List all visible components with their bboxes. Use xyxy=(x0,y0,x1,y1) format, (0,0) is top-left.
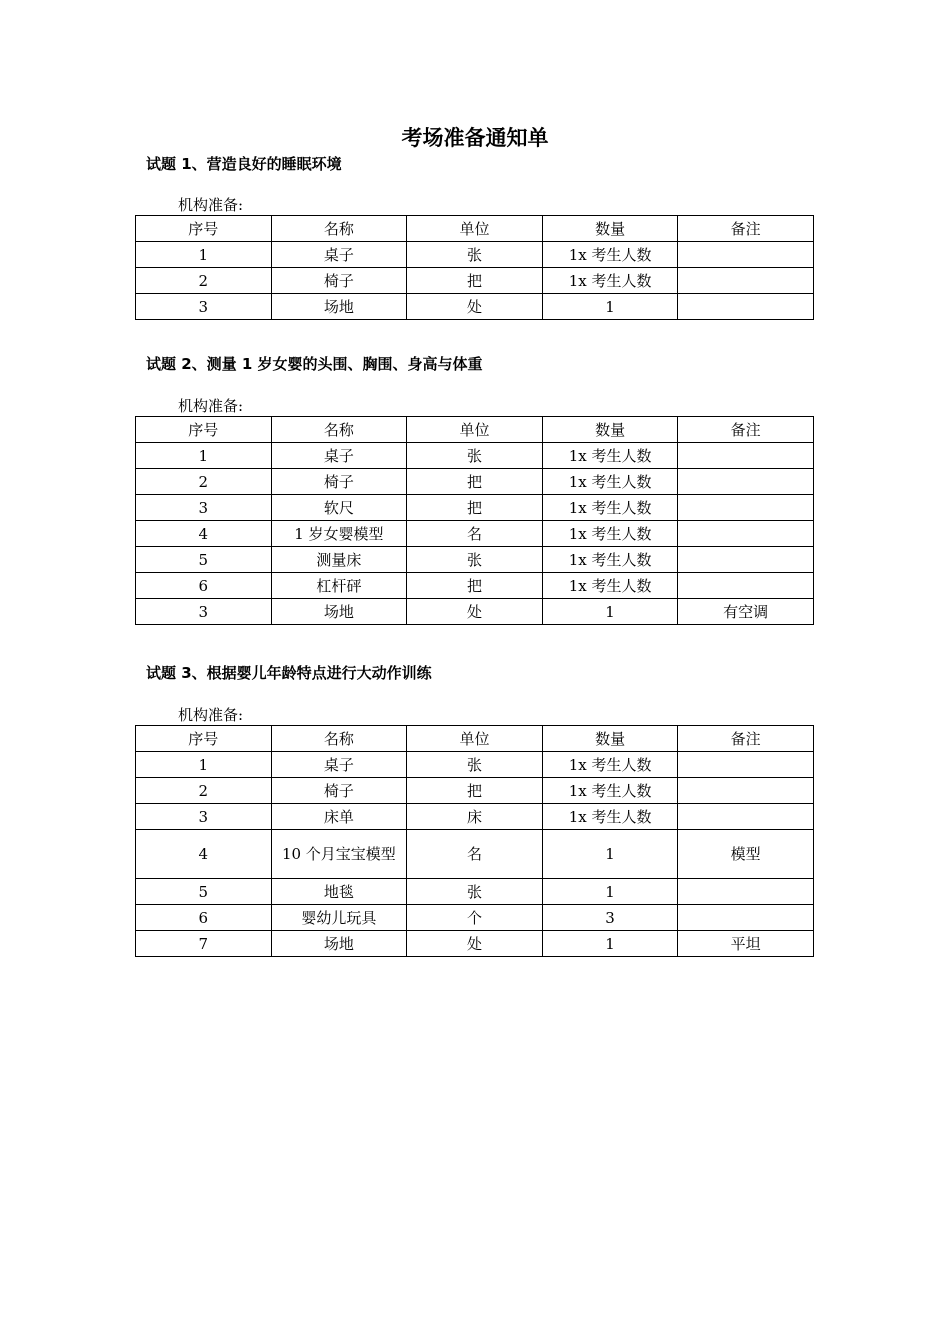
table-cell xyxy=(678,573,814,599)
table-cell: 张 xyxy=(407,752,543,778)
table-cell xyxy=(678,804,814,830)
table-cell: 把 xyxy=(407,469,543,495)
table-cell: 测量床 xyxy=(271,547,407,573)
table-cell: 3 xyxy=(136,495,272,521)
table-cell: 2 xyxy=(136,469,272,495)
table-cell: 5 xyxy=(136,547,272,573)
column-header: 序号 xyxy=(136,726,272,752)
table-cell: 张 xyxy=(407,443,543,469)
column-header: 名称 xyxy=(271,417,407,443)
table-cell: 椅子 xyxy=(271,268,407,294)
table-cell: 1 xyxy=(542,599,678,625)
table-row xyxy=(136,242,814,268)
table-cell: 3 xyxy=(542,905,678,931)
section-1-prep-label: 机构准备: xyxy=(178,196,244,214)
table-cell: 把 xyxy=(407,495,543,521)
table-row xyxy=(136,547,814,573)
table-cell: 1x 考生人数 xyxy=(542,242,678,268)
table-cell: 5 xyxy=(136,879,272,905)
table-row xyxy=(136,294,814,320)
table-cell: 2 xyxy=(136,778,272,804)
table-cell: 1 xyxy=(542,830,678,879)
table-cell: 1x 考生人数 xyxy=(542,268,678,294)
table-cell xyxy=(678,547,814,573)
table-cell: 3 xyxy=(136,294,272,320)
table-row xyxy=(136,495,814,521)
section-2-table xyxy=(135,416,814,625)
table-cell xyxy=(678,268,814,294)
page-title: 考场准备通知单 xyxy=(401,126,549,150)
table-cell: 3 xyxy=(136,599,272,625)
table-cell: 场地 xyxy=(271,599,407,625)
table-cell: 椅子 xyxy=(271,469,407,495)
table-cell xyxy=(678,294,814,320)
table-cell: 把 xyxy=(407,573,543,599)
table-cell xyxy=(678,521,814,547)
section-1-table xyxy=(135,215,814,320)
table-cell: 1x 考生人数 xyxy=(542,521,678,547)
table-cell: 1 xyxy=(136,443,272,469)
table-row xyxy=(136,573,814,599)
table-cell xyxy=(678,905,814,931)
table-cell: 7 xyxy=(136,931,272,957)
table-row xyxy=(136,931,814,957)
table-cell: 床单 xyxy=(271,804,407,830)
section-3-heading: 试题 3、根据婴儿年龄特点进行大动作训练 xyxy=(146,664,432,682)
table-cell xyxy=(678,752,814,778)
table-cell: 场地 xyxy=(271,294,407,320)
table-cell: 场地 xyxy=(271,931,407,957)
table-cell: 6 xyxy=(136,573,272,599)
table-cell: 模型 xyxy=(678,830,814,879)
table-cell: 椅子 xyxy=(271,778,407,804)
table-cell: 3 xyxy=(136,804,272,830)
table-cell: 张 xyxy=(407,547,543,573)
table-cell: 4 xyxy=(136,521,272,547)
table-cell: 桌子 xyxy=(271,242,407,268)
section-2-heading: 试题 2、测量 1 岁女婴的头围、胸围、身高与体重 xyxy=(146,355,483,373)
column-header: 名称 xyxy=(271,726,407,752)
table-cell: 平坦 xyxy=(678,931,814,957)
table-cell: 地毯 xyxy=(271,879,407,905)
column-header: 序号 xyxy=(136,417,272,443)
table-cell: 婴幼儿玩具 xyxy=(271,905,407,931)
table-row xyxy=(136,599,814,625)
table-cell: 有空调 xyxy=(678,599,814,625)
table-row xyxy=(136,804,814,830)
table-cell xyxy=(678,778,814,804)
table-row xyxy=(136,879,814,905)
table-cell: 10 个月宝宝模型 xyxy=(271,830,407,879)
section-3-table xyxy=(135,725,814,957)
table-cell: 1x 考生人数 xyxy=(542,547,678,573)
table-cell: 桌子 xyxy=(271,443,407,469)
table-cell: 把 xyxy=(407,778,543,804)
table-cell: 1x 考生人数 xyxy=(542,804,678,830)
table-cell xyxy=(678,469,814,495)
table-row xyxy=(136,521,814,547)
table-row xyxy=(136,752,814,778)
table-cell: 1 xyxy=(136,242,272,268)
table-cell: 杠杆砰 xyxy=(271,573,407,599)
table-cell: 名 xyxy=(407,521,543,547)
table-cell: 1x 考生人数 xyxy=(542,573,678,599)
table-cell: 1 xyxy=(542,879,678,905)
table-cell xyxy=(678,443,814,469)
section-3-prep-label: 机构准备: xyxy=(178,706,244,724)
table-cell: 1 xyxy=(136,752,272,778)
table-row xyxy=(136,469,814,495)
column-header: 单位 xyxy=(407,417,543,443)
table-cell: 4 xyxy=(136,830,272,879)
table-cell: 1x 考生人数 xyxy=(542,469,678,495)
column-header: 单位 xyxy=(407,726,543,752)
column-header: 备注 xyxy=(678,726,814,752)
table-cell: 1x 考生人数 xyxy=(542,495,678,521)
section-2-prep-label: 机构准备: xyxy=(178,397,244,415)
table-row xyxy=(136,905,814,931)
column-header: 备注 xyxy=(678,417,814,443)
table-cell: 名 xyxy=(407,830,543,879)
table-cell xyxy=(678,879,814,905)
table-cell: 1x 考生人数 xyxy=(542,443,678,469)
table-cell: 1 岁女婴模型 xyxy=(271,521,407,547)
table-row xyxy=(136,778,814,804)
column-header: 名称 xyxy=(271,216,407,242)
table-cell: 1 xyxy=(542,294,678,320)
table-cell: 6 xyxy=(136,905,272,931)
column-header: 数量 xyxy=(542,417,678,443)
table-cell: 2 xyxy=(136,268,272,294)
table-cell: 床 xyxy=(407,804,543,830)
column-header: 单位 xyxy=(407,216,543,242)
column-header: 备注 xyxy=(678,216,814,242)
table-cell: 处 xyxy=(407,294,543,320)
section-1-heading: 试题 1、营造良好的睡眠环境 xyxy=(146,155,342,173)
table-cell: 软尺 xyxy=(271,495,407,521)
column-header: 数量 xyxy=(542,216,678,242)
table-header-row xyxy=(136,417,814,443)
table-cell: 桌子 xyxy=(271,752,407,778)
table-cell: 1x 考生人数 xyxy=(542,778,678,804)
table-header-row xyxy=(136,216,814,242)
table-cell: 个 xyxy=(407,905,543,931)
table-row xyxy=(136,830,814,879)
table-cell xyxy=(678,242,814,268)
table-cell: 张 xyxy=(407,242,543,268)
table-cell: 处 xyxy=(407,599,543,625)
table-row xyxy=(136,443,814,469)
table-header-row xyxy=(136,726,814,752)
table-cell xyxy=(678,495,814,521)
table-cell: 处 xyxy=(407,931,543,957)
column-header: 序号 xyxy=(136,216,272,242)
table-cell: 1x 考生人数 xyxy=(542,752,678,778)
table-cell: 把 xyxy=(407,268,543,294)
column-header: 数量 xyxy=(542,726,678,752)
table-cell: 张 xyxy=(407,879,543,905)
table-cell: 1 xyxy=(542,931,678,957)
table-row xyxy=(136,268,814,294)
